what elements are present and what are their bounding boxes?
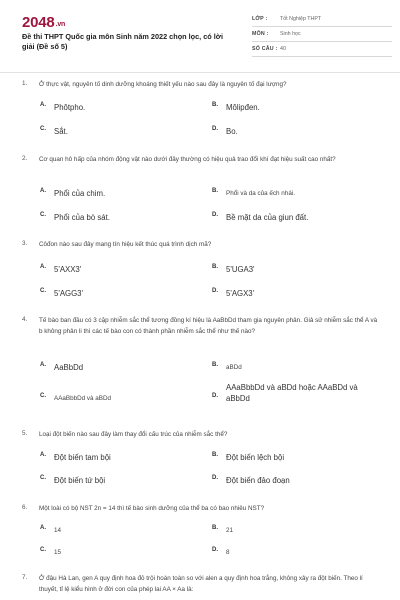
option-b[interactable] (212, 452, 284, 463)
option-c[interactable] (40, 212, 110, 223)
option-text: AaBbDd (54, 363, 84, 372)
option-a[interactable] (40, 452, 111, 463)
site-logo[interactable] (22, 14, 65, 31)
question-1 (22, 80, 382, 136)
option-a[interactable] (40, 362, 83, 373)
meta-key: SỐ CÂU : (252, 46, 278, 52)
option-label: B. (212, 452, 218, 458)
option-label: D. (212, 393, 218, 399)
option-d[interactable] (212, 288, 254, 299)
option-d[interactable] (212, 126, 238, 137)
option-a[interactable] (40, 525, 61, 536)
option-b[interactable] (212, 102, 260, 113)
option-c[interactable] (40, 288, 83, 299)
question-text: Côđon nào sau đây mang tín hiệu kết thúc quá trình dịch mã? (39, 241, 212, 248)
option-text: Phổi của chim. (54, 189, 106, 198)
option-c[interactable] (40, 393, 111, 404)
option-label: B. (212, 102, 218, 108)
meta-row-subject (252, 27, 392, 42)
page-header (22, 12, 382, 64)
option-label: A. (40, 188, 46, 194)
meta-key: LỚP : (252, 16, 268, 22)
question-number: 6. (22, 504, 28, 511)
option-text: aBDd (226, 364, 242, 371)
option-label: A. (40, 102, 46, 108)
question-number: 3. (22, 240, 28, 247)
option-a[interactable] (40, 102, 85, 113)
option-text: Phổi của bò sát. (54, 213, 110, 222)
option-label: A. (40, 362, 46, 368)
question-number: 5. (22, 430, 28, 437)
option-label: D. (212, 475, 218, 481)
question-number: 4. (22, 316, 28, 323)
option-label: C. (40, 393, 46, 399)
option-text: 5'AGG3' (54, 289, 83, 298)
option-text: 5'UGA3' (226, 265, 255, 274)
option-text: 8 (226, 549, 230, 556)
option-a[interactable] (40, 264, 81, 275)
option-label: C. (40, 126, 46, 132)
meta-row-count (252, 42, 392, 57)
option-text: Phổi và da của ếch nhái. (226, 190, 295, 197)
question-text: Tế bào ban đầu có 3 cặp nhiễm sắc thể tương đồng kí hiệu là AaBbDd tham gia nguyên phân. Giả sử nhiễm sắc thể A và b không phân li thì các tế bào con có thành phần nhiễm sắc thể như thế nào? (39, 317, 378, 335)
header-divider (0, 72, 400, 73)
option-label: B. (212, 362, 218, 368)
option-b[interactable] (212, 362, 242, 373)
option-text: Phôtpho. (54, 103, 86, 112)
meta-value: Sinh học (280, 31, 301, 37)
question-5 (22, 430, 382, 485)
option-label: C. (40, 475, 46, 481)
option-text: 14 (54, 527, 62, 534)
option-text: Đột biến đảo đoạn (226, 476, 290, 485)
option-text: Đột biến lệch bội (226, 453, 285, 462)
question-2 (22, 155, 382, 222)
option-text: Sắt. (54, 127, 68, 136)
option-text: 15 (54, 549, 62, 556)
option-label: C. (40, 547, 46, 553)
option-label: A. (40, 452, 46, 458)
option-c[interactable] (40, 475, 105, 486)
option-text: Đột biến tứ bội (54, 476, 106, 485)
option-text: Bo. (226, 127, 238, 136)
option-label: D. (212, 212, 218, 218)
question-number: 2. (22, 155, 28, 162)
option-text: Đột biến tam bội (54, 453, 111, 462)
question-4 (22, 316, 382, 403)
option-b[interactable] (212, 525, 233, 536)
question-text: Ở thực vật, nguyên tố dinh dưỡng khoáng thiết yếu nào sau đây là nguyên tố đại lượng? (39, 81, 287, 88)
exam-title: Đề thi THPT Quốc gia môn Sinh năm 2022 chọn lọc, có lời giải (Đề số 5) (22, 32, 224, 51)
option-label: D. (212, 547, 218, 553)
logo-main: 2048 (22, 14, 55, 31)
option-label: B. (212, 264, 218, 270)
option-text: AAaBbbDd và aBDd (54, 395, 112, 402)
option-label: C. (40, 288, 46, 294)
option-label: A. (40, 264, 46, 270)
option-b[interactable] (212, 264, 255, 275)
question-text: Loại đột biến nào sau đây làm thay đổi cấu trúc của nhiễm sắc thể? (39, 431, 228, 438)
exam-meta (252, 12, 392, 57)
question-number: 1. (22, 80, 28, 87)
option-label: A. (40, 525, 46, 531)
option-d[interactable] (212, 382, 372, 404)
option-b[interactable] (212, 188, 295, 199)
question-7 (22, 574, 382, 595)
option-text: 21 (226, 527, 234, 534)
logo-suffix: .vn (55, 21, 66, 28)
option-text: 5'AGX3' (226, 289, 255, 298)
meta-row-class (252, 12, 392, 27)
meta-key: MÔN : (252, 31, 269, 37)
option-label: B. (212, 525, 218, 531)
option-label: C. (40, 212, 46, 218)
option-label: D. (212, 288, 218, 294)
option-a[interactable] (40, 188, 105, 199)
option-c[interactable] (40, 126, 68, 137)
option-label: D. (212, 126, 218, 132)
option-d[interactable] (212, 212, 308, 223)
option-c[interactable] (40, 547, 61, 558)
question-number: 7. (22, 574, 28, 581)
option-text: Môlipđen. (226, 103, 260, 112)
question-3 (22, 240, 382, 298)
question-text: Ở đậu Hà Lan, gen A quy định hoa đỏ trội hoàn toàn so với alen a quy định hoa trắng, không xảy ra đột biến. Theo lí thuyết, tỉ lệ kiểu hình ở đời con của phép lai AA × Aa là: (39, 575, 363, 593)
option-text: AAaBbbDd và aBDd hoặc AAaBDd và aBbDd (226, 383, 358, 403)
option-d[interactable] (212, 547, 230, 558)
question-text: Cơ quan hô hấp của nhóm động vật nào dưới đây thường có hiệu quả trao đổi khí đạt hiệu suất cao nhất? (39, 156, 336, 163)
option-text: 5'AXX3' (54, 265, 82, 274)
meta-value: Tốt Nghiệp THPT (280, 16, 322, 22)
option-text: Bề mặt da của giun đất. (226, 213, 309, 222)
question-text: Một loài có bộ NST 2n = 14 thì tế bào sinh dưỡng của thể ba có bao nhiêu NST? (39, 505, 265, 512)
meta-value: 40 (280, 46, 286, 52)
option-label: B. (212, 188, 218, 194)
question-6 (22, 504, 382, 556)
option-d[interactable] (212, 475, 290, 486)
